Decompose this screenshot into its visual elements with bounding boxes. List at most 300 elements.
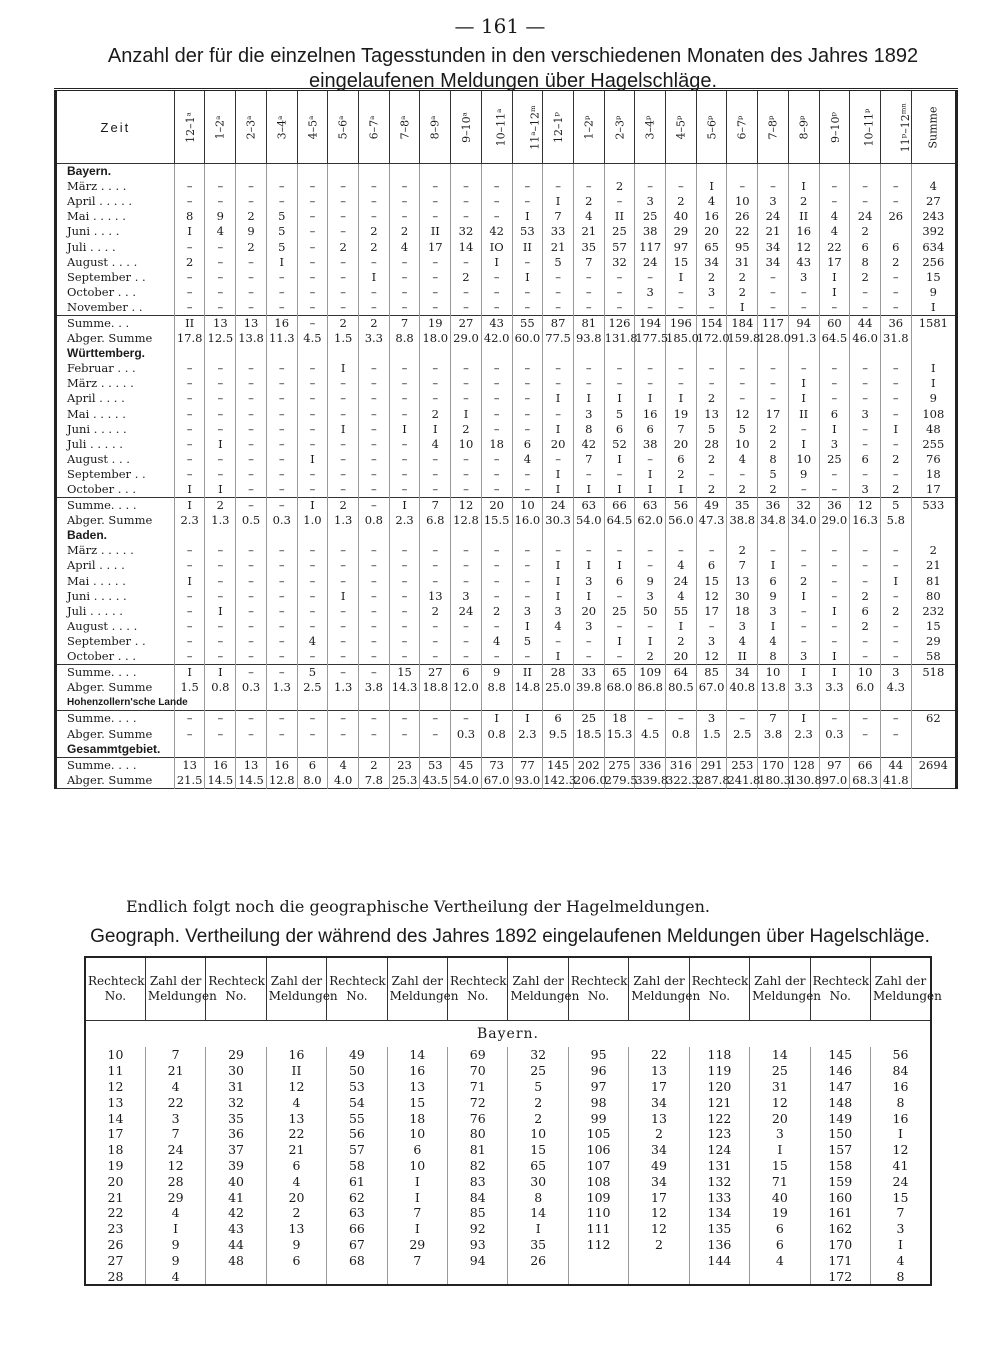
column-header-label: 3–4ᵃ (275, 115, 289, 139)
cell-value: I (819, 604, 850, 619)
cell-value: – (174, 604, 205, 619)
cell-value: – (788, 482, 819, 498)
cell-value: – (451, 634, 482, 649)
column-header (297, 90, 328, 164)
cell-value: 2 (174, 255, 205, 270)
cell-value: 93.8 (573, 331, 604, 346)
cell-value: 93.0 (512, 773, 543, 789)
cell-value: – (880, 558, 911, 573)
empty-cell (727, 346, 758, 361)
rechteck-no: 84 (448, 1189, 508, 1205)
geo-row (85, 1047, 931, 1063)
rechteck-no: 160 (810, 1189, 870, 1205)
cell-value: 3 (696, 711, 727, 727)
cell-value: 86.8 (635, 680, 666, 695)
cell-value: – (451, 649, 482, 665)
column-header-label: 7–8ᵃ (398, 115, 412, 139)
section-name: Baden. (67, 528, 108, 543)
cell-value: 4 (297, 634, 328, 649)
cell-value: 23 (389, 757, 420, 773)
cell-value: 2 (850, 619, 881, 634)
cell-value: 4 (573, 209, 604, 224)
cell-value: – (451, 574, 482, 589)
cell-value: 13 (420, 589, 451, 604)
meldungen-count: 24 (145, 1142, 205, 1158)
empty-cell (359, 695, 390, 711)
cell-value: – (297, 361, 328, 376)
empty-cell (328, 742, 359, 758)
cell-value: – (635, 179, 666, 194)
cell-value: 12 (727, 407, 758, 422)
cell-value: – (451, 711, 482, 727)
rechteck-no: 85 (448, 1205, 508, 1221)
cell-value: – (420, 619, 451, 634)
cell-value: 3.3 (788, 680, 819, 695)
column-header (573, 90, 604, 164)
cell-value: – (205, 543, 236, 558)
cell-value: 4 (666, 589, 697, 604)
meldungen-count: 4 (750, 1252, 810, 1268)
cell-value: – (359, 209, 390, 224)
row-label: Mai . . . . . (67, 406, 126, 421)
cell-value: – (880, 285, 911, 300)
cell-value: – (205, 239, 236, 254)
cell-value: 7 (573, 452, 604, 467)
empty-cell (328, 164, 359, 180)
rechteck-no: 121 (689, 1094, 749, 1110)
cell-value: – (512, 482, 543, 498)
rechteck-no: 35 (206, 1110, 266, 1126)
cell-value: 6 (512, 437, 543, 452)
geo-row (85, 1268, 931, 1285)
geo-row (85, 1094, 931, 1110)
cell-value: 5.8 (880, 513, 911, 528)
geo-row (85, 1189, 931, 1205)
rechteck-no: 135 (689, 1221, 749, 1237)
meldungen-count: 35 (508, 1237, 568, 1253)
cell-value: – (174, 589, 205, 604)
meldungen-count: 9 (145, 1237, 205, 1253)
cell-value: 34 (758, 239, 789, 254)
meldungen-count: 25 (508, 1063, 568, 1079)
cell-value: 34 (727, 665, 758, 681)
cell-value: 5 (696, 422, 727, 437)
cell-value: 44 (850, 315, 881, 331)
cell-value: – (328, 619, 359, 634)
month-row (56, 300, 957, 316)
cell-value: 253 (727, 757, 758, 773)
cell-value: 3 (758, 194, 789, 209)
cell-value: 12 (451, 498, 482, 514)
geo-row (85, 1126, 931, 1142)
cell-value: 18.0 (420, 331, 451, 346)
cell-value: – (205, 649, 236, 665)
cell-value: 255 (911, 437, 956, 452)
cell-value: – (543, 452, 574, 467)
row-label: September . . (67, 269, 146, 284)
cell-value: 31.8 (880, 331, 911, 346)
cell-value: 3 (880, 665, 911, 681)
cell-value: – (328, 574, 359, 589)
cell-value: 27 (911, 194, 956, 209)
meldungen-count: 4 (145, 1205, 205, 1221)
cell-value: – (297, 209, 328, 224)
cell-value: – (819, 467, 850, 482)
cell-value: 3.3 (819, 680, 850, 695)
cell-value: – (880, 407, 911, 422)
rechteck-no: 98 (568, 1094, 628, 1110)
empty-cell (758, 346, 789, 361)
cell-value: – (420, 361, 451, 376)
rechteck-no: 63 (327, 1205, 387, 1221)
cell-value: 7 (573, 255, 604, 270)
meldungen-count: 8 (870, 1268, 931, 1285)
region-name: Bayern. (477, 1025, 539, 1042)
cell-value: – (758, 391, 789, 406)
cell-value: 38 (635, 437, 666, 452)
cell-value: – (788, 558, 819, 573)
cell-value: – (573, 376, 604, 391)
section-name: Württemberg. (67, 346, 145, 361)
column-header (819, 90, 850, 164)
cell-value: – (543, 285, 574, 300)
geo-row (85, 1221, 931, 1237)
rechteck-no: 82 (448, 1158, 508, 1174)
rechteck-no: 162 (810, 1221, 870, 1237)
cell-value: 3 (635, 589, 666, 604)
meldungen-count: 15 (508, 1142, 568, 1158)
empty-cell (481, 164, 512, 180)
cell-value: – (451, 376, 482, 391)
cell-value: 26 (727, 209, 758, 224)
cell-value: 4 (543, 619, 574, 634)
cell-value: – (604, 285, 635, 300)
rechteck-no: 10 (85, 1047, 145, 1063)
meldungen-count: 14 (750, 1047, 810, 1063)
empty-cell (543, 695, 574, 711)
cell-value: 66 (604, 498, 635, 514)
cell-value: I (788, 711, 819, 727)
cell-value: – (696, 376, 727, 391)
cell-value: – (512, 255, 543, 270)
cell-value: I (328, 422, 359, 437)
cell-value: 48 (911, 422, 956, 437)
rechteck-no: 58 (327, 1158, 387, 1174)
cell-value: 42 (573, 437, 604, 452)
cell-value: 3.8 (758, 726, 789, 741)
empty-cell (880, 346, 911, 361)
cell-value: 27 (451, 315, 482, 331)
column-header-label: 12–1ᵖ (552, 111, 566, 143)
cell-value: 13.8 (758, 680, 789, 695)
rechteck-no: 32 (206, 1094, 266, 1110)
cell-value: – (174, 726, 205, 741)
row-label: Juli . . . . . (67, 603, 123, 618)
empty-cell (451, 742, 482, 758)
cell-value: 22 (819, 239, 850, 254)
cell-value: – (573, 634, 604, 649)
cell-value: 8 (758, 452, 789, 467)
cell-value: I (174, 665, 205, 681)
cell-value: 29 (911, 634, 956, 649)
rechteck-no: 147 (810, 1079, 870, 1095)
cell-value: 73 (481, 757, 512, 773)
cell-value: 16 (788, 224, 819, 239)
cell-value: 2.3 (788, 726, 819, 741)
cell-value: – (389, 270, 420, 285)
cell-value: 43 (481, 315, 512, 331)
cell-value: – (512, 558, 543, 573)
cell-value: – (573, 300, 604, 316)
column-header-label: 5–6ᵖ (705, 115, 719, 139)
cell-value: 7 (727, 558, 758, 573)
cell-value: I (174, 574, 205, 589)
column-header-label: 9–10ᵖ (828, 111, 842, 143)
cell-value: 32 (788, 498, 819, 514)
empty-cell (389, 164, 420, 180)
rechteck-no: 105 (568, 1126, 628, 1142)
row-label: Mai . . . . . (67, 209, 126, 224)
cell-value: 2 (451, 270, 482, 285)
cell-value: – (236, 285, 267, 300)
cell-value: – (666, 179, 697, 194)
cell-value: – (666, 711, 697, 727)
rechteck-no: 108 (568, 1173, 628, 1189)
cell-value: – (758, 300, 789, 316)
month-row (56, 361, 957, 376)
empty-cell (573, 346, 604, 361)
meldungen-count: 41 (870, 1158, 931, 1174)
cell-value: – (389, 543, 420, 558)
empty-cell (758, 695, 789, 711)
rechteck-no: 72 (448, 1094, 508, 1110)
cell-value: 1.3 (328, 680, 359, 695)
cell-value: 16.3 (850, 513, 881, 528)
cell-value: – (880, 437, 911, 452)
cell-value: – (420, 285, 451, 300)
cell-value: 2 (481, 604, 512, 619)
rechteck-no: 110 (568, 1205, 628, 1221)
rechteck-no: 42 (206, 1205, 266, 1221)
cell-value: 5 (727, 422, 758, 437)
cell-value: I (666, 270, 697, 285)
cell-value: 18.8 (420, 680, 451, 695)
row-label: Juni . . . . . (67, 421, 127, 436)
meldungen-count: 6 (750, 1221, 810, 1237)
row-label: November . . (67, 299, 143, 314)
cell-value: 194 (635, 315, 666, 331)
cell-value: I (911, 361, 956, 376)
cell-value: 60 (819, 315, 850, 331)
empty-cell (389, 346, 420, 361)
section-row (56, 164, 957, 180)
cell-value: – (205, 558, 236, 573)
geo-distribution-table (84, 956, 942, 1286)
cell-value: 2 (328, 239, 359, 254)
meldungen-count: 13 (266, 1221, 326, 1237)
cell-value: – (666, 300, 697, 316)
cell-value (911, 331, 956, 346)
cell-value: 3 (850, 482, 881, 498)
cell-value: – (573, 467, 604, 482)
column-header-label: 2–3ᵖ (612, 115, 626, 139)
cell-value: – (819, 619, 850, 634)
cell-value: – (328, 467, 359, 482)
cell-value: 3 (573, 619, 604, 634)
cell-value: – (788, 422, 819, 437)
column-header-label: 10–11ᵃ (494, 108, 508, 146)
cell-value: 2 (758, 437, 789, 452)
cell-value: 9 (911, 391, 956, 406)
cell-value: – (420, 574, 451, 589)
cell-value: I (543, 574, 574, 589)
cell-value: – (205, 391, 236, 406)
empty-cell (635, 164, 666, 180)
cell-value: 2 (758, 482, 789, 498)
rechteck-no: 67 (327, 1237, 387, 1253)
cell-value: 66 (850, 757, 881, 773)
header-zahl: Zahl der Meldungen (870, 957, 931, 1021)
cell-value: I (481, 711, 512, 727)
cell-value: – (359, 179, 390, 194)
cell-value: I (819, 665, 850, 681)
rechteck-no (568, 1268, 628, 1285)
cell-value: I (512, 209, 543, 224)
cell-value: – (205, 270, 236, 285)
rechteck-no: 150 (810, 1126, 870, 1142)
cell-value: 68.0 (604, 680, 635, 695)
meldungen-count: 12 (629, 1221, 689, 1237)
cell-value: – (205, 179, 236, 194)
cell-value: – (266, 270, 297, 285)
cell-value: II (512, 239, 543, 254)
column-header-label: 10–11ᵖ (862, 108, 876, 146)
cell-value: – (266, 543, 297, 558)
empty-cell (696, 695, 727, 711)
section-row (56, 528, 957, 543)
cell-value: – (512, 422, 543, 437)
rechteck-no: 148 (810, 1094, 870, 1110)
rechteck-no: 112 (568, 1237, 628, 1253)
empty-cell (880, 742, 911, 758)
cell-value: – (788, 634, 819, 649)
cell-value: – (236, 452, 267, 467)
cell-value: 6 (451, 665, 482, 681)
meldungen-count: 16 (387, 1063, 447, 1079)
section-row (56, 346, 957, 361)
cell-value: – (880, 543, 911, 558)
cell-value: – (236, 482, 267, 498)
cell-value: – (666, 361, 697, 376)
cell-value: – (635, 452, 666, 467)
row-label: September . . (67, 633, 146, 648)
cell-value: 35 (573, 239, 604, 254)
cell-value: – (174, 239, 205, 254)
cell-value: 54.0 (451, 773, 482, 789)
empty-cell (696, 528, 727, 543)
empty-cell (819, 164, 850, 180)
empty-cell (359, 164, 390, 180)
cell-value: 13.8 (236, 331, 267, 346)
meldungen-count: 15 (870, 1189, 931, 1205)
cell-value: 2 (880, 604, 911, 619)
cell-value: I (666, 482, 697, 498)
cell-value: – (481, 467, 512, 482)
meldungen-count: 19 (750, 1205, 810, 1221)
cell-value: – (297, 376, 328, 391)
empty-cell (174, 346, 205, 361)
cell-value: 3 (573, 407, 604, 422)
column-header (481, 90, 512, 164)
cell-value: 2 (359, 224, 390, 239)
cell-value: – (236, 589, 267, 604)
row-label: September . . (67, 466, 146, 481)
cell-value: I (543, 194, 574, 209)
meldungen-count: 6 (266, 1158, 326, 1174)
meldungen-count: I (750, 1142, 810, 1158)
cell-value: 60.0 (512, 331, 543, 346)
cell-value: 2.3 (389, 513, 420, 528)
cell-value: 6 (543, 711, 574, 727)
cell-value: 24 (666, 574, 697, 589)
cell-value: – (850, 558, 881, 573)
cell-value: 22 (727, 224, 758, 239)
cell-value: – (389, 407, 420, 422)
cell-value: – (359, 619, 390, 634)
cell-value: – (880, 391, 911, 406)
cell-value: – (604, 649, 635, 665)
cell-value: – (420, 391, 451, 406)
cell-value: 241.8 (727, 772, 761, 787)
empty-cell (911, 742, 956, 758)
meldungen-count: 4 (145, 1079, 205, 1095)
cell-value: – (819, 179, 850, 194)
empty-cell (297, 742, 328, 758)
cell-value: 38.8 (727, 513, 758, 528)
cell-value: – (359, 361, 390, 376)
empty-cell (727, 742, 758, 758)
empty-cell (666, 346, 697, 361)
cell-value: – (266, 467, 297, 482)
rechteck-no: 157 (810, 1142, 870, 1158)
cell-value: – (236, 649, 267, 665)
meldungen-count: I (870, 1237, 931, 1253)
meldungen-count: 5 (508, 1079, 568, 1095)
cell-value: – (880, 194, 911, 209)
cell-value: – (481, 574, 512, 589)
cell-value: 16.0 (512, 513, 543, 528)
cell-value: – (359, 543, 390, 558)
column-header-label: 6–7ᵖ (735, 115, 749, 139)
cell-value: – (543, 634, 574, 649)
month-row (56, 437, 957, 452)
cell-value: – (850, 422, 881, 437)
geo-row (85, 1237, 931, 1253)
cell-value: 5 (604, 407, 635, 422)
cell-value: 33 (573, 665, 604, 681)
meldungen-count: 20 (750, 1110, 810, 1126)
cell-value: 85 (696, 665, 727, 681)
empty-cell (819, 528, 850, 543)
cell-value: 34 (696, 255, 727, 270)
meldungen-count (508, 1268, 568, 1285)
cell-value: 2 (696, 391, 727, 406)
cell-value: 291 (696, 757, 727, 773)
cell-value: – (266, 589, 297, 604)
cell-value: 77 (512, 757, 543, 773)
cell-value: – (819, 574, 850, 589)
cell-value: I (543, 558, 574, 573)
